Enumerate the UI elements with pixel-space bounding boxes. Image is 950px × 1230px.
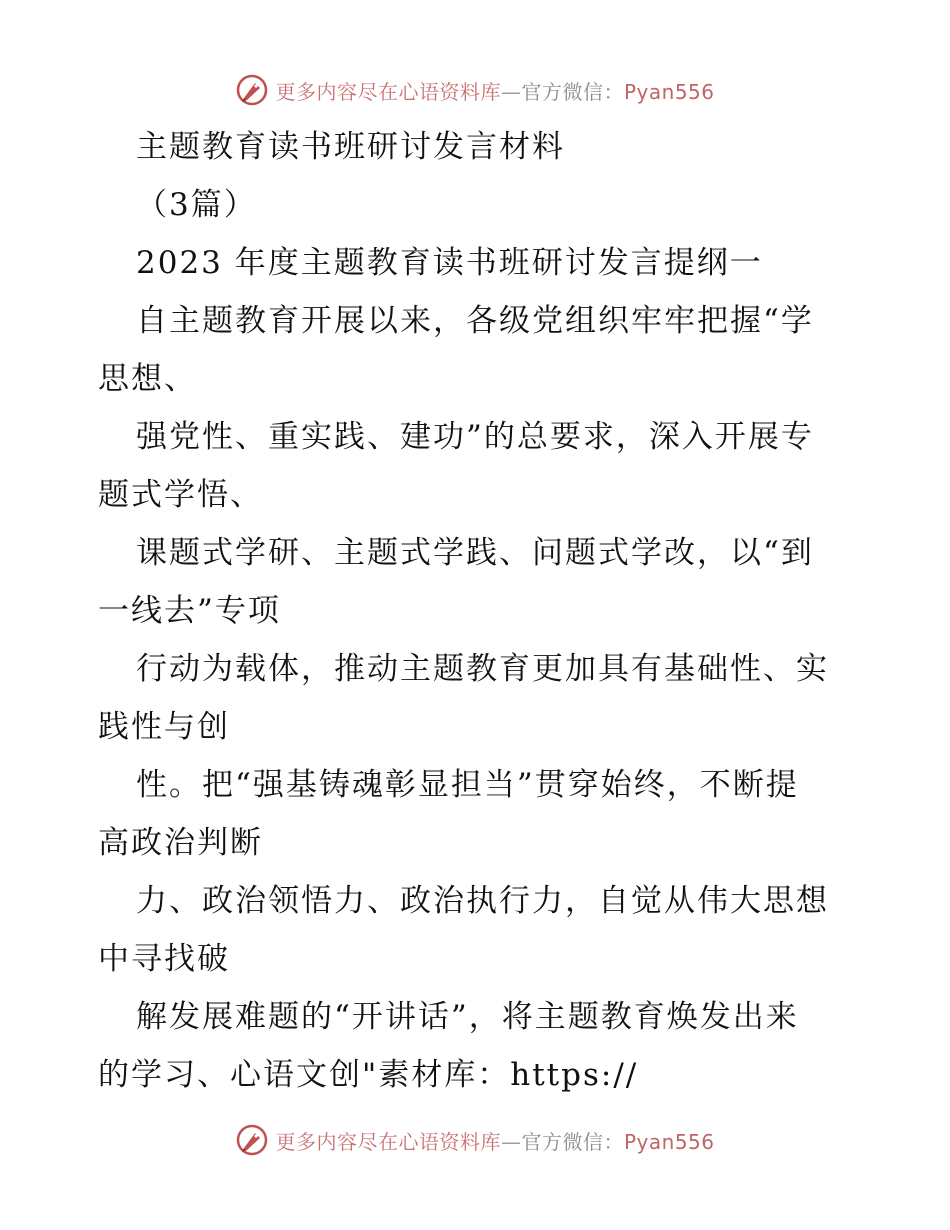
- document-title: 主题教育读书班研讨发言材料: [136, 129, 565, 165]
- text-line: 的学习、心语文创"素材库：https://: [98, 1057, 639, 1093]
- pen-nib-logo-icon: [235, 73, 269, 107]
- watermark-content: [235, 73, 714, 107]
- watermark-wechat-id: Pyan556: [623, 1129, 715, 1154]
- document-body: [98, 118, 858, 1104]
- footer-watermark: [0, 1120, 950, 1160]
- text-line: 2023 年度主题教育读书班研讨发言提纲一: [136, 245, 763, 281]
- text-line: 解发展难题的“开讲话”，将主题教育焕发出来: [136, 999, 799, 1035]
- text-line: 行动为载体，推动主题教育更加具有基础性、实: [136, 651, 829, 687]
- text-line: 践性与创: [98, 709, 230, 745]
- text-line: 自主题教育开展以来，各级党组织牢牢把握“学: [136, 303, 814, 339]
- text-line: 中寻找破: [98, 941, 230, 977]
- text-line: 课题式学研、主题式学践、问题式学改，以“到: [136, 535, 814, 571]
- pen-nib-logo-icon: [235, 1123, 269, 1157]
- watermark-text: [275, 1126, 714, 1155]
- text-line: 一线去”专项: [98, 593, 281, 629]
- watermark-wechat-label: 官方微信：: [521, 1129, 624, 1154]
- text-line: 性。把“强基铸魂彰显担当”贯穿始终，不断提: [136, 767, 799, 803]
- watermark-wechat-id: Pyan556: [623, 79, 715, 104]
- text-line: 力、政治领悟力、政治执行力，自觉从伟大思想: [136, 883, 829, 919]
- header-watermark: [0, 70, 950, 110]
- watermark-separator: —: [500, 79, 522, 104]
- text-line: 题式学悟、: [98, 477, 263, 513]
- watermark-brand: 更多内容尽在心语资料库: [275, 79, 501, 104]
- text-line: 高政治判断: [98, 825, 263, 861]
- watermark-text: [275, 76, 714, 105]
- watermark-content: [235, 1123, 714, 1157]
- text-line: 强党性、重实践、建功”的总要求，深入开展专: [136, 419, 814, 455]
- watermark-separator: —: [500, 1129, 522, 1154]
- watermark-wechat-label: 官方微信：: [521, 79, 624, 104]
- document-subtitle: （3篇）: [136, 187, 257, 223]
- text-line: 思想、: [98, 361, 197, 397]
- watermark-brand: 更多内容尽在心语资料库: [275, 1129, 501, 1154]
